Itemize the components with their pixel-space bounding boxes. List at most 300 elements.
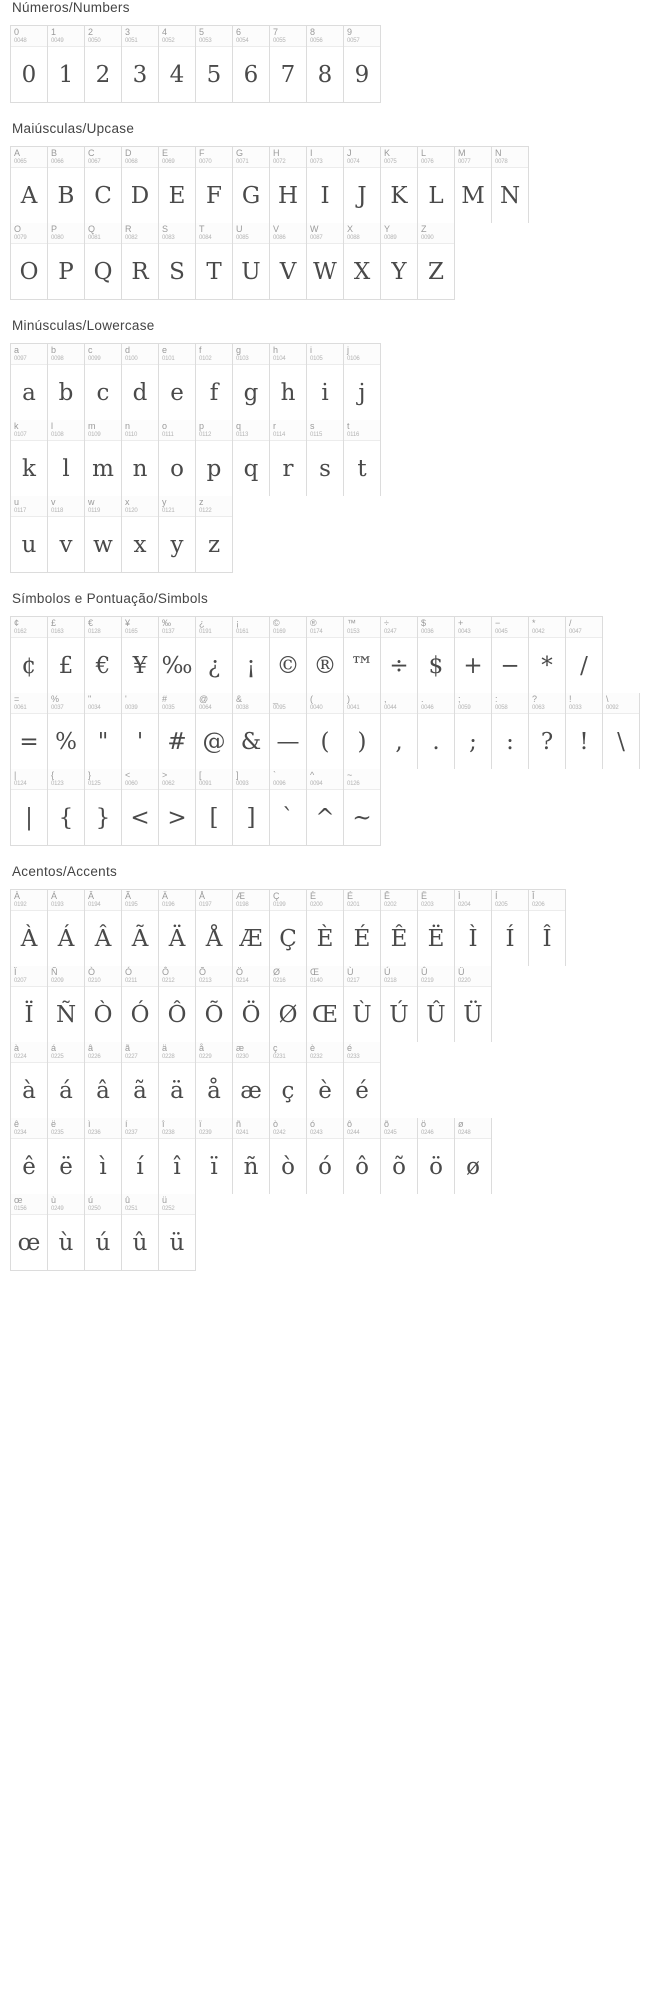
glyph-cell[interactable]: [529, 693, 566, 769]
glyph-cell[interactable]: [122, 223, 159, 299]
glyph-cell[interactable]: [159, 617, 196, 693]
glyph-meta: [48, 1042, 84, 1063]
glyph-code-label: 0205: [495, 902, 508, 908]
glyph-char-label: À: [14, 891, 21, 901]
glyph-char-label: Œ: [310, 967, 319, 977]
glyph-cell[interactable]: [233, 420, 270, 496]
glyph-char-label: ö: [421, 1119, 427, 1129]
glyph-char-label: É: [347, 891, 354, 901]
glyph-cell[interactable]: [233, 617, 270, 693]
glyph-cell[interactable]: [492, 890, 529, 966]
glyph-preview: !: [579, 728, 589, 755]
glyph-cell[interactable]: [270, 223, 307, 299]
glyph-cell[interactable]: [307, 1118, 344, 1194]
glyph-char-label: ®: [310, 618, 317, 628]
glyph-char-label: ©: [273, 618, 280, 628]
glyph-cell[interactable]: [270, 147, 307, 223]
glyph-cell[interactable]: [233, 966, 270, 1042]
glyph-cell[interactable]: [233, 26, 270, 102]
glyph-cell[interactable]: [122, 496, 159, 572]
glyph-cell[interactable]: [122, 693, 159, 769]
glyph-code-label: 0225: [51, 1054, 64, 1060]
glyph-char-label: M: [458, 148, 466, 158]
glyph-cell[interactable]: [48, 344, 85, 420]
glyph-cell[interactable]: [270, 617, 307, 693]
glyph-cell[interactable]: [492, 617, 529, 693]
glyph-cell[interactable]: [159, 966, 196, 1042]
glyph-cell[interactable]: [418, 890, 455, 966]
glyph-char-label: {: [51, 770, 55, 780]
glyph-meta: [159, 1042, 195, 1063]
glyph-cell[interactable]: [196, 966, 233, 1042]
glyph-meta: [196, 26, 232, 47]
glyph-cell[interactable]: [455, 147, 492, 223]
glyph-cell[interactable]: [233, 769, 270, 845]
glyph-cell[interactable]: [307, 344, 344, 420]
glyph-cell[interactable]: [344, 147, 381, 223]
glyph-meta: [418, 890, 454, 911]
glyph-cell[interactable]: [196, 890, 233, 966]
glyph-cell[interactable]: [11, 344, 48, 420]
glyph-cell[interactable]: [455, 890, 492, 966]
glyph-cell[interactable]: [196, 26, 233, 102]
glyph-preview: Û: [426, 1001, 446, 1028]
glyph-char-label: 2: [88, 27, 94, 37]
glyph-code-label: 0036: [421, 629, 434, 635]
glyph-cell[interactable]: [122, 1194, 159, 1270]
glyph-cell[interactable]: [492, 693, 529, 769]
glyph-cell[interactable]: [85, 890, 122, 966]
glyph-preview: —: [276, 728, 300, 755]
glyph-code-label: 0066: [51, 159, 64, 165]
glyph-row: [10, 420, 381, 496]
glyph-cell[interactable]: [307, 147, 344, 223]
glyph-meta: [48, 223, 84, 244]
glyph-cell[interactable]: [344, 617, 381, 693]
glyph-cell[interactable]: [270, 26, 307, 102]
glyph-meta: [11, 1042, 47, 1063]
glyph-cell[interactable]: [159, 1042, 196, 1118]
glyph-char-label: L: [421, 148, 427, 158]
glyph-cell[interactable]: [196, 617, 233, 693]
glyph-cell[interactable]: [270, 1042, 307, 1118]
glyph-char-label: é: [347, 1043, 353, 1053]
glyph-cell[interactable]: [48, 1042, 85, 1118]
glyph-code-label: 0227: [125, 1054, 138, 1060]
glyph-cell[interactable]: [233, 693, 270, 769]
glyph-meta: [233, 1042, 269, 1063]
glyph-code-label: 0165: [125, 629, 138, 635]
glyph-cell[interactable]: [11, 1118, 48, 1194]
glyph-code-label: 0099: [88, 356, 101, 362]
glyph-cell[interactable]: [85, 344, 122, 420]
glyph-code-label: 0107: [14, 432, 27, 438]
glyph-meta: [85, 496, 121, 517]
glyph-cell[interactable]: [122, 1042, 159, 1118]
glyph-code-label: 0103: [236, 356, 249, 362]
glyph-char-label: 1: [51, 27, 57, 37]
glyph-preview: Ê: [390, 925, 408, 952]
glyph-meta: [85, 966, 121, 987]
section-title: Números/Numbers: [12, 0, 130, 15]
glyph-cell[interactable]: [455, 617, 492, 693]
glyph-cell[interactable]: [270, 693, 307, 769]
glyph-char-label: R: [125, 224, 132, 234]
glyph-cell[interactable]: [159, 420, 196, 496]
glyph-char-label: @: [199, 694, 209, 704]
glyph-cell[interactable]: [196, 496, 233, 572]
glyph-char-label: ¥: [125, 618, 131, 628]
glyph-char-label: ': [125, 694, 127, 704]
glyph-cell[interactable]: [48, 223, 85, 299]
glyph-preview: ù: [58, 1229, 74, 1256]
glyph-meta: [48, 420, 84, 441]
glyph-cell[interactable]: [85, 966, 122, 1042]
glyph-cell[interactable]: [233, 890, 270, 966]
glyph-meta: [270, 966, 306, 987]
glyph-meta: [233, 769, 269, 790]
glyph-meta: [196, 890, 232, 911]
glyph-meta: [344, 223, 380, 244]
glyph-cell[interactable]: [270, 769, 307, 845]
glyph-meta: [196, 496, 232, 517]
glyph-cell[interactable]: [48, 617, 85, 693]
glyph-cell[interactable]: [455, 1118, 492, 1194]
glyph-cell[interactable]: [381, 223, 418, 299]
glyph-cell[interactable]: [159, 769, 196, 845]
glyph-cell[interactable]: [11, 1194, 48, 1270]
glyph-cell[interactable]: [48, 693, 85, 769]
glyph-cell[interactable]: [122, 1118, 159, 1194]
glyph-cell[interactable]: [307, 966, 344, 1042]
glyph-cell[interactable]: [344, 1118, 381, 1194]
glyph-code-label: 0047: [569, 629, 582, 635]
glyph-cell[interactable]: [566, 693, 603, 769]
glyph-cell[interactable]: [11, 26, 48, 102]
glyph-cell[interactable]: [159, 693, 196, 769]
glyph-cell[interactable]: [418, 223, 455, 299]
glyph-preview: ó: [318, 1153, 332, 1180]
glyph-cell[interactable]: [85, 26, 122, 102]
glyph-cell[interactable]: [270, 344, 307, 420]
glyph-cell[interactable]: [344, 344, 381, 420]
glyph-cell[interactable]: [418, 1118, 455, 1194]
glyph-char-label: r: [273, 421, 276, 431]
glyph-preview: Ñ: [55, 1001, 77, 1028]
glyph-cell[interactable]: [381, 1118, 418, 1194]
glyph-preview: ø: [466, 1153, 480, 1180]
glyph-cell[interactable]: [307, 1042, 344, 1118]
glyph-cell[interactable]: [233, 1042, 270, 1118]
glyph-preview: <: [130, 804, 150, 831]
glyph-cell[interactable]: [196, 147, 233, 223]
glyph-code-label: 0076: [421, 159, 434, 165]
glyph-preview: ]: [246, 804, 256, 831]
glyph-cell[interactable]: [11, 420, 48, 496]
glyph-cell[interactable]: [307, 26, 344, 102]
glyph-cell[interactable]: [418, 147, 455, 223]
glyph-cell[interactable]: [48, 769, 85, 845]
glyph-char-label: U: [236, 224, 243, 234]
glyph-char-label: 3: [125, 27, 131, 37]
glyph-cell[interactable]: [11, 147, 48, 223]
glyph-cell[interactable]: [270, 1118, 307, 1194]
glyph-cell[interactable]: [307, 223, 344, 299]
glyph-cell[interactable]: [159, 26, 196, 102]
glyph-cell[interactable]: [566, 617, 603, 693]
glyph-grid: [10, 889, 661, 1271]
glyph-char-label: ã: [125, 1043, 131, 1053]
glyph-cell[interactable]: [492, 147, 529, 223]
glyph-preview: l: [62, 455, 70, 482]
glyph-cell[interactable]: [159, 223, 196, 299]
glyph-cell[interactable]: [233, 1118, 270, 1194]
glyph-cell[interactable]: [85, 769, 122, 845]
glyph-code-label: 0048: [14, 38, 27, 44]
glyph-preview: t: [357, 455, 367, 482]
glyph-meta: [85, 617, 121, 638]
glyph-cell[interactable]: [122, 890, 159, 966]
glyph-code-label: 0094: [310, 781, 323, 787]
glyph-cell[interactable]: [159, 147, 196, 223]
glyph-cell[interactable]: [159, 890, 196, 966]
glyph-cell[interactable]: [196, 344, 233, 420]
glyph-code-label: 0046: [421, 705, 434, 711]
glyph-meta: [48, 147, 84, 168]
glyph-cell[interactable]: [307, 617, 344, 693]
glyph-cell[interactable]: [381, 966, 418, 1042]
glyph-cell[interactable]: [381, 693, 418, 769]
glyph-cell[interactable]: [270, 890, 307, 966]
glyph-cell[interactable]: [344, 769, 381, 845]
glyph-cell[interactable]: [48, 1118, 85, 1194]
glyph-meta: [307, 223, 343, 244]
glyph-code-label: 0033: [569, 705, 582, 711]
glyph-preview: ": [97, 728, 109, 755]
glyph-preview: Q: [93, 258, 113, 285]
glyph-cell[interactable]: [344, 693, 381, 769]
glyph-cell[interactable]: [196, 1042, 233, 1118]
glyph-code-label: 0054: [236, 38, 249, 44]
glyph-cell[interactable]: [196, 693, 233, 769]
glyph-cell[interactable]: [344, 890, 381, 966]
glyph-preview: J: [357, 182, 367, 209]
glyph-preview: D: [130, 182, 150, 209]
glyph-cell[interactable]: [122, 344, 159, 420]
glyph-row: [10, 889, 566, 966]
glyph-meta: [344, 890, 380, 911]
glyph-cell[interactable]: [122, 147, 159, 223]
glyph-preview: A: [20, 182, 38, 209]
glyph-cell[interactable]: [11, 890, 48, 966]
glyph-cell[interactable]: [85, 147, 122, 223]
glyph-cell[interactable]: [233, 147, 270, 223]
glyph-cell[interactable]: [270, 420, 307, 496]
glyph-cell[interactable]: [418, 693, 455, 769]
glyph-code-label: 0050: [88, 38, 101, 44]
glyph-cell[interactable]: [344, 420, 381, 496]
glyph-cell[interactable]: [307, 420, 344, 496]
glyph-char-label: q: [236, 421, 242, 431]
glyph-preview: G: [241, 182, 261, 209]
glyph-code-label: 0035: [162, 705, 175, 711]
glyph-meta: [270, 617, 306, 638]
glyph-cell[interactable]: [196, 769, 233, 845]
glyph-code-label: 0247: [384, 629, 397, 635]
glyph-cell[interactable]: [85, 693, 122, 769]
glyph-cell[interactable]: [455, 966, 492, 1042]
glyph-meta: [233, 890, 269, 911]
glyph-cell[interactable]: [159, 344, 196, 420]
glyph-char-label: 5: [199, 27, 205, 37]
glyph-cell[interactable]: [48, 420, 85, 496]
glyph-cell[interactable]: [122, 769, 159, 845]
glyph-char-label: E: [162, 148, 169, 158]
glyph-meta: [48, 26, 84, 47]
glyph-cell[interactable]: [85, 1042, 122, 1118]
glyph-cell[interactable]: [48, 147, 85, 223]
glyph-cell[interactable]: [11, 496, 48, 572]
glyph-cell[interactable]: [344, 26, 381, 102]
glyph-char-label: |: [14, 770, 17, 780]
glyph-cell[interactable]: [48, 26, 85, 102]
glyph-cell[interactable]: [381, 617, 418, 693]
glyph-cell[interactable]: [196, 223, 233, 299]
glyph-meta: [48, 890, 84, 911]
glyph-code-label: 0039: [125, 705, 138, 711]
glyph-preview: 8: [317, 61, 333, 88]
glyph-cell[interactable]: [85, 420, 122, 496]
glyph-char-label: I: [310, 148, 313, 158]
glyph-code-label: 0242: [273, 1130, 286, 1136]
glyph-code-label: 0063: [532, 705, 545, 711]
glyph-cell[interactable]: [529, 617, 566, 693]
glyph-cell[interactable]: [381, 147, 418, 223]
glyph-char-label: ,: [384, 694, 387, 704]
glyph-cell[interactable]: [307, 693, 344, 769]
glyph-cell[interactable]: [48, 890, 85, 966]
glyph-char-label: ;: [458, 694, 461, 704]
glyph-cell[interactable]: [529, 890, 566, 966]
glyph-cell[interactable]: [307, 769, 344, 845]
glyph-char-label: Y: [384, 224, 391, 234]
glyph-preview: Ù: [352, 1001, 372, 1028]
glyph-cell[interactable]: [85, 496, 122, 572]
glyph-cell[interactable]: [603, 693, 640, 769]
glyph-preview: y: [170, 531, 184, 558]
glyph-cell[interactable]: [418, 617, 455, 693]
glyph-cell[interactable]: [85, 1118, 122, 1194]
glyph-meta: [492, 693, 528, 714]
glyph-row: [10, 1118, 492, 1194]
glyph-char-label: a: [14, 345, 20, 355]
glyph-cell[interactable]: [11, 693, 48, 769]
glyph-cell[interactable]: [233, 344, 270, 420]
glyph-grid: [10, 343, 661, 573]
glyph-cell[interactable]: [344, 223, 381, 299]
glyph-preview: ©: [276, 652, 300, 679]
glyph-code-label: 0210: [88, 978, 101, 984]
glyph-cell[interactable]: [418, 966, 455, 1042]
glyph-cell[interactable]: [344, 966, 381, 1042]
glyph-cell[interactable]: [11, 223, 48, 299]
glyph-meta: [307, 693, 343, 714]
glyph-cell[interactable]: [11, 966, 48, 1042]
glyph-char-label: Ë: [421, 891, 428, 901]
glyph-cell[interactable]: [48, 496, 85, 572]
glyph-cell[interactable]: [159, 496, 196, 572]
glyph-cell[interactable]: [233, 223, 270, 299]
glyph-meta: [11, 147, 47, 168]
glyph-code-label: 0065: [14, 159, 27, 165]
glyph-char-label: d: [125, 345, 131, 355]
glyph-meta: [529, 693, 565, 714]
glyph-meta: [11, 496, 47, 517]
glyph-cell[interactable]: [85, 617, 122, 693]
glyph-cell[interactable]: [381, 890, 418, 966]
glyph-cell[interactable]: [270, 966, 307, 1042]
glyph-code-label: 0102: [199, 356, 212, 362]
glyph-cell[interactable]: [122, 617, 159, 693]
glyph-section: [0, 0, 661, 103]
glyph-meta: [85, 26, 121, 47]
glyph-row: [10, 769, 381, 846]
glyph-cell[interactable]: [159, 1194, 196, 1270]
glyph-cell[interactable]: [196, 420, 233, 496]
glyph-cell[interactable]: [85, 223, 122, 299]
glyph-char-label: .: [421, 694, 424, 704]
glyph-code-label: 0045: [495, 629, 508, 635]
glyph-preview: +: [463, 652, 483, 679]
glyph-preview: $: [428, 652, 444, 679]
glyph-cell[interactable]: [85, 1194, 122, 1270]
glyph-cell[interactable]: [11, 769, 48, 845]
glyph-char-label: −: [495, 618, 501, 628]
glyph-cell[interactable]: [196, 1118, 233, 1194]
glyph-cell[interactable]: [11, 617, 48, 693]
glyph-cell[interactable]: [122, 26, 159, 102]
glyph-preview: >: [167, 804, 187, 831]
glyph-meta: [159, 769, 195, 790]
glyph-meta: [159, 1194, 195, 1215]
glyph-meta: [418, 966, 454, 987]
glyph-meta: [48, 1118, 84, 1139]
glyph-char-label: g: [236, 345, 242, 355]
glyph-cell[interactable]: [11, 1042, 48, 1118]
glyph-cell[interactable]: [344, 1042, 381, 1118]
glyph-char-label: t: [347, 421, 350, 431]
glyph-code-label: 0236: [88, 1130, 101, 1136]
glyph-meta: [529, 617, 565, 638]
glyph-preview: I: [320, 182, 330, 209]
glyph-cell[interactable]: [48, 1194, 85, 1270]
glyph-code-label: 0174: [310, 629, 323, 635]
glyph-meta: [455, 890, 491, 911]
glyph-cell[interactable]: [122, 420, 159, 496]
glyph-code-label: 0239: [199, 1130, 212, 1136]
glyph-cell[interactable]: [122, 966, 159, 1042]
glyph-preview: r: [282, 455, 294, 482]
glyph-meta: [122, 769, 158, 790]
glyph-cell[interactable]: [48, 966, 85, 1042]
glyph-char-label: /: [569, 618, 572, 628]
glyph-cell[interactable]: [455, 693, 492, 769]
glyph-cell[interactable]: [307, 890, 344, 966]
glyph-cell[interactable]: [159, 1118, 196, 1194]
glyph-preview: k: [22, 455, 36, 482]
glyph-preview: î: [173, 1153, 181, 1180]
glyph-meta: [344, 26, 380, 47]
